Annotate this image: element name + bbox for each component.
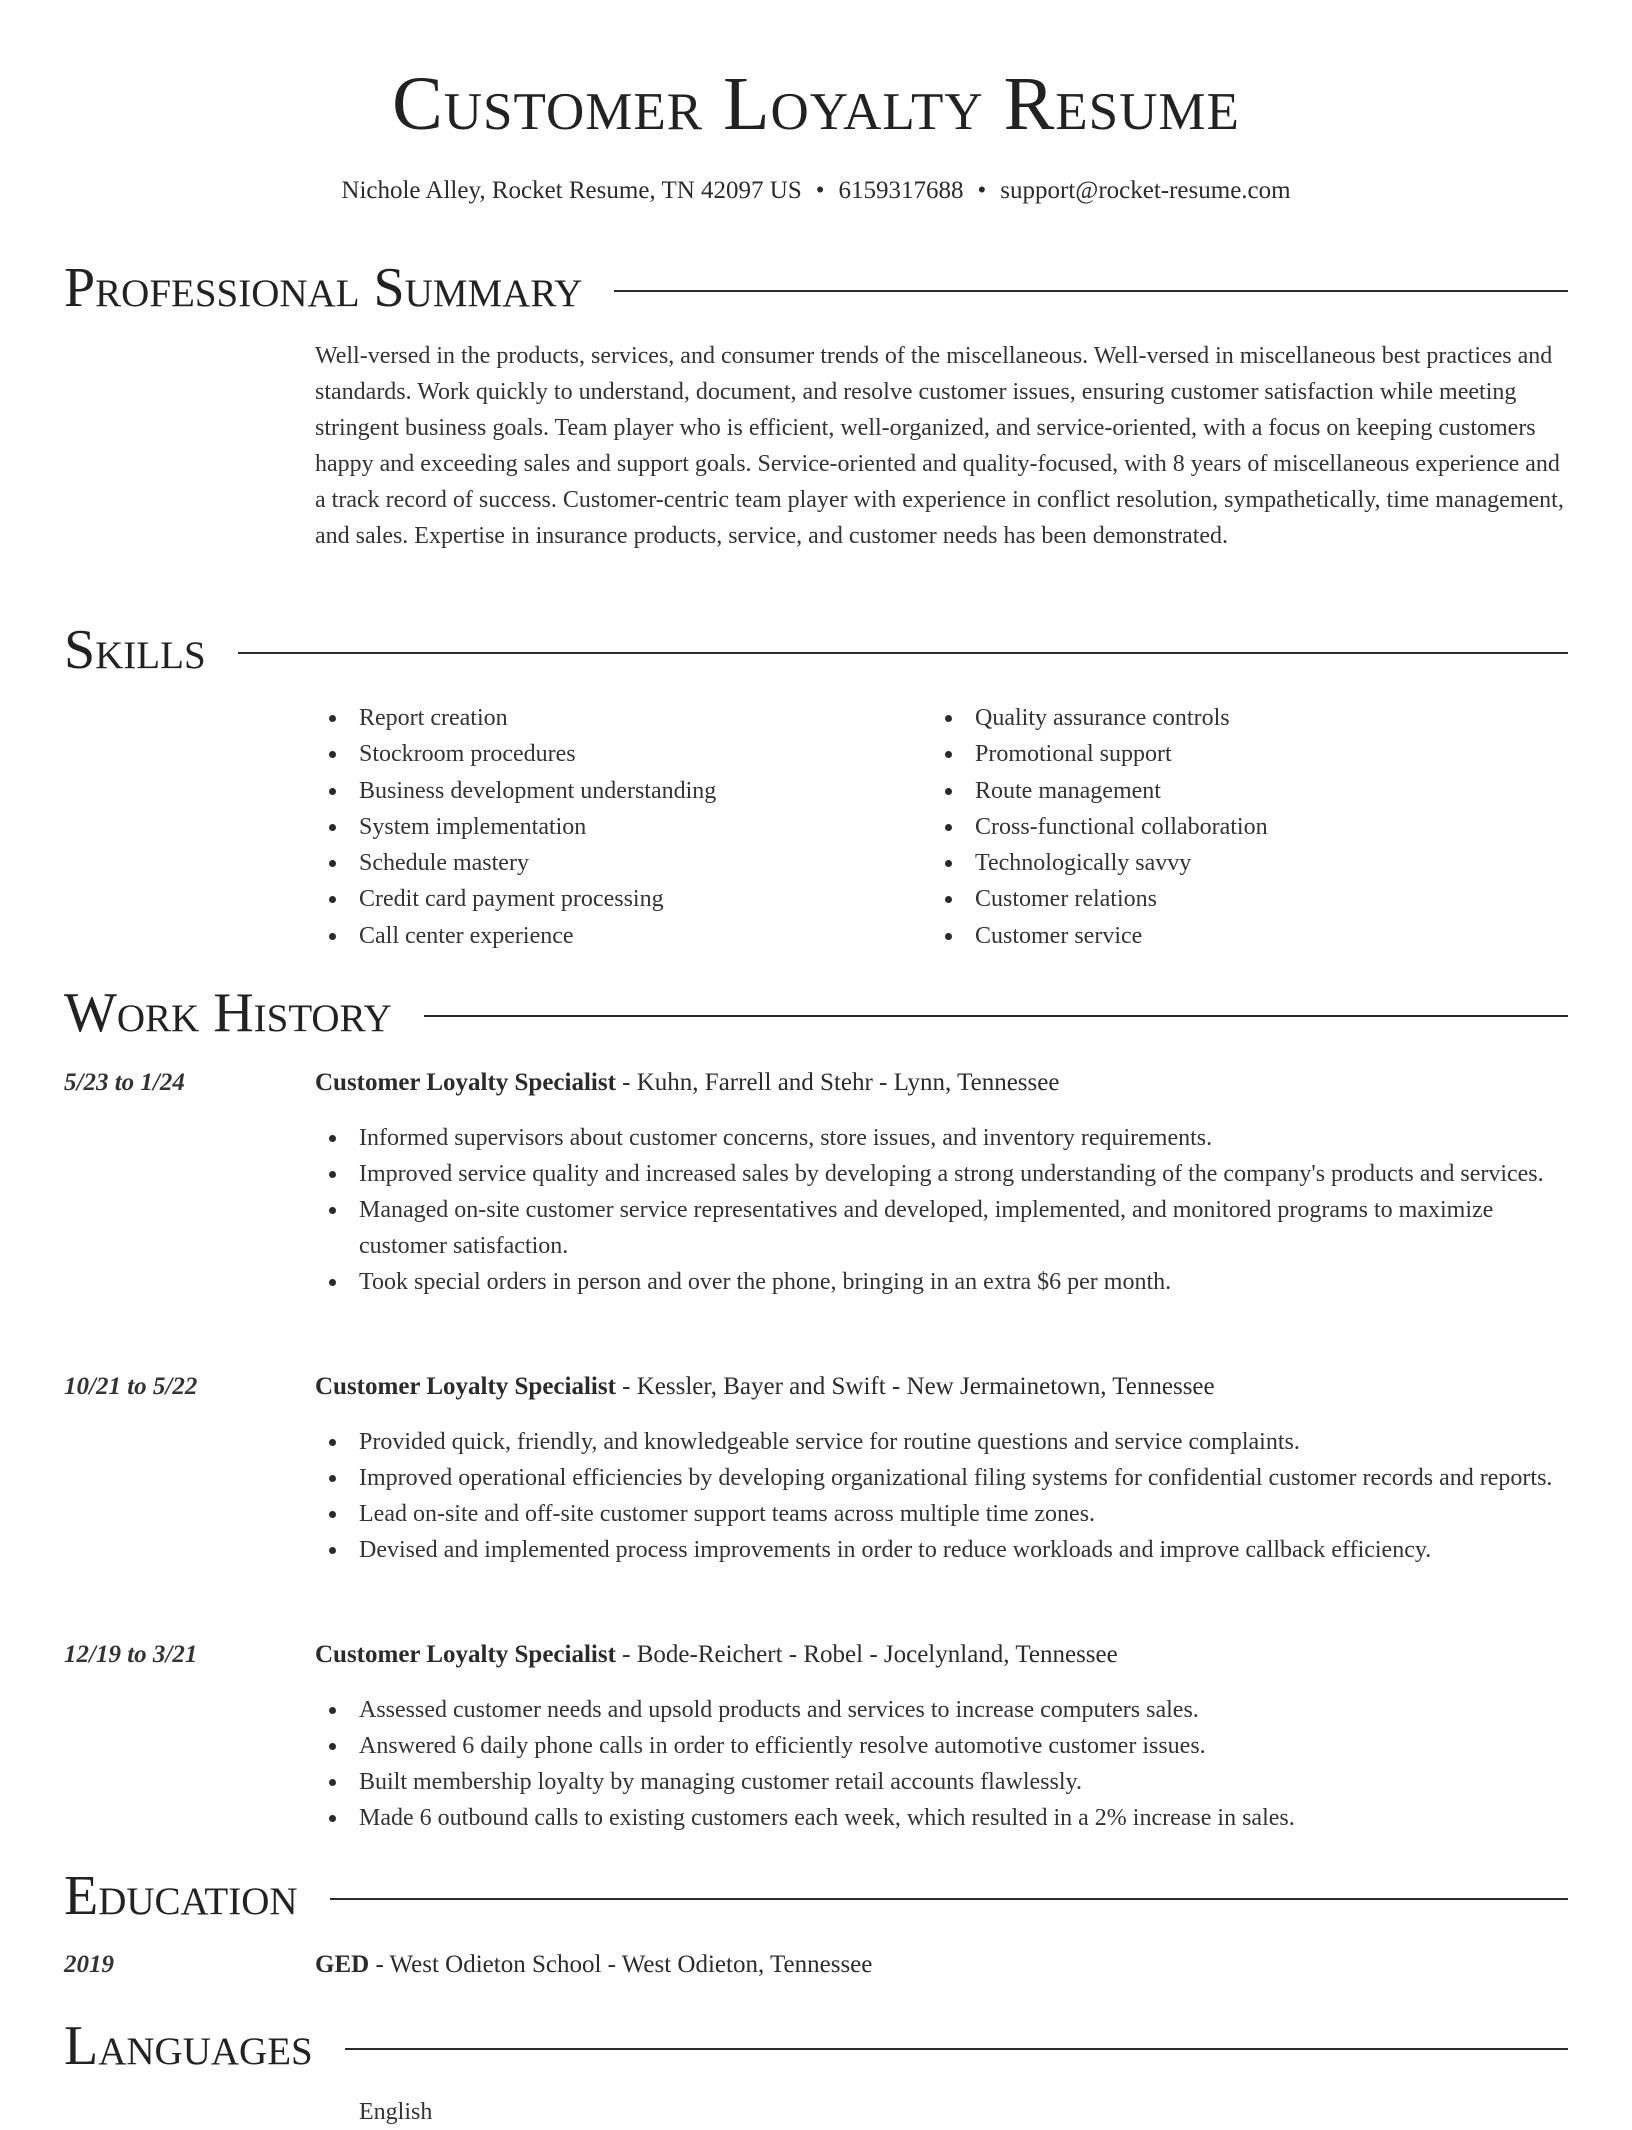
job-duty: Made 6 outbound calls to existing customers each week, which resulted in a 2% increase in sales.: [315, 1800, 1568, 1836]
job-employer-location: - Kuhn, Farrell and Stehr - Lynn, Tennessee: [615, 1069, 1060, 1096]
section-header-languages: [64, 2014, 1568, 2078]
job-duty: Improved service quality and increased sales by developing a strong understanding of the company's products and services.: [315, 1156, 1568, 1192]
contact-phone: 6159317688: [838, 177, 964, 204]
skill-item: Business development understanding: [315, 773, 915, 809]
skill-item: System implementation: [315, 809, 915, 845]
job-duty: Built membership loyalty by managing customer retail accounts flawlessly.: [315, 1764, 1568, 1800]
section-header-skills: [64, 618, 1568, 682]
job-duty: Provided quick, friendly, and knowledgeable service for routine questions and service complaints.: [315, 1424, 1568, 1460]
section-divider: [238, 652, 1568, 654]
skill-item: Schedule mastery: [315, 845, 915, 881]
job-duty: Improved operational efficiencies by developing organizational filing systems for confidential customer records and reports.: [315, 1460, 1568, 1496]
section-divider: [330, 1898, 1568, 1900]
section-divider: [424, 1015, 1568, 1017]
job-heading: [315, 1369, 1568, 1405]
job-duty: Informed supervisors about customer concerns, store issues, and inventory requirements.: [315, 1120, 1568, 1156]
skill-item: Stockroom procedures: [315, 736, 915, 772]
job-duty: Lead on-site and off-site customer support teams across multiple time zones.: [315, 1496, 1568, 1532]
section-header-education: [64, 1864, 1568, 1928]
job-title: Customer Loyalty Specialist: [315, 1373, 616, 1400]
job-employer-location: - Bode-Reichert - Robel - Jocelynland, Tennessee: [615, 1641, 1118, 1668]
contact-separator: •: [977, 177, 987, 204]
skill-item: Promotional support: [931, 736, 1551, 772]
section-divider: [614, 290, 1568, 292]
job-duty: Took special orders in person and over the phone, bringing in an extra $6 per month.: [315, 1264, 1568, 1300]
education-degree: GED: [315, 1951, 370, 1978]
section-header-summary: [64, 256, 1568, 320]
job-title: Customer Loyalty Specialist: [315, 1641, 616, 1668]
job-duties-list: [315, 1120, 1568, 1300]
skill-item: Cross-functional collaboration: [931, 809, 1551, 845]
skills-list-left: [315, 700, 915, 954]
contact-separator: •: [815, 177, 825, 204]
skill-item: Customer relations: [931, 881, 1551, 917]
job-duty: Managed on-site customer service representatives and developed, implemented, and monitored programs to maximize customer satisfaction.: [315, 1192, 1568, 1264]
job-duty: Devised and implemented process improvements in order to reduce workloads and improve callback efficiency.: [315, 1532, 1568, 1568]
job-title: Customer Loyalty Specialist: [315, 1069, 616, 1096]
section-divider: [345, 2048, 1568, 2050]
education-year: 2019: [64, 1951, 114, 1978]
education-heading: [315, 1947, 1568, 1983]
job-duties-list: [315, 1424, 1568, 1568]
section-title-skills: Skills: [64, 619, 206, 681]
language-item: English: [359, 2099, 433, 2125]
section-title-languages: Languages: [64, 2015, 313, 2077]
contact-address: Nichole Alley, Rocket Resume, TN 42097 US: [341, 177, 802, 204]
skill-item: Call center experience: [315, 918, 915, 954]
section-title-summary: Professional Summary: [64, 257, 583, 319]
job-heading: [315, 1637, 1568, 1673]
skill-item: Technologically savvy: [931, 845, 1551, 881]
contact-line: [0, 176, 1632, 206]
job-duties-list: [315, 1692, 1568, 1836]
summary-paragraph: Well-versed in the products, services, and consumer trends of the miscellaneous. Well-versed in miscellaneous best practices and standards. Work quickly to understand, document, and resolve customer issues, ensuring customer satisfaction while meeting stringent business goals. Team player who is efficient, well-organized, and service-oriented, with a focus on keeping customers happy and exceeding sales and support goals. Service-oriented and quality-focused, with 8 years of miscellaneous experience and a track record of success. Customer-centric team player with experience in conflict resolution, sympathetically, time management, and sales. Expertise in insurance products, service, and customer needs has been demonstrated.: [315, 343, 1564, 549]
job-dates: 5/23 to 1/24: [64, 1069, 185, 1096]
job-employer-location: - Kessler, Bayer and Swift - New Jermainetown, Tennessee: [615, 1373, 1215, 1400]
resume-title: Customer Loyalty Resume: [392, 62, 1240, 146]
skills-list-right: [931, 700, 1551, 954]
skill-item: Customer service: [931, 918, 1551, 954]
section-title-work: Work History: [64, 982, 392, 1044]
section-header-work: [64, 981, 1568, 1045]
skill-item: Credit card payment processing: [315, 881, 915, 917]
contact-email: support@rocket-resume.com: [1000, 177, 1291, 204]
section-title-education: Education: [64, 1865, 298, 1927]
job-heading: [315, 1065, 1568, 1101]
job-dates: 10/21 to 5/22: [64, 1373, 198, 1400]
job-dates: 12/19 to 3/21: [64, 1641, 198, 1668]
skill-item: Quality assurance controls: [931, 700, 1551, 736]
job-duty: Assessed customer needs and upsold products and services to increase computers sales.: [315, 1692, 1568, 1728]
skill-item: Report creation: [315, 700, 915, 736]
education-school-location: - West Odieton School - West Odieton, Tennessee: [369, 1951, 873, 1978]
skill-item: Route management: [931, 773, 1551, 809]
job-duty: Answered 6 daily phone calls in order to efficiently resolve automotive customer issues.: [315, 1728, 1568, 1764]
